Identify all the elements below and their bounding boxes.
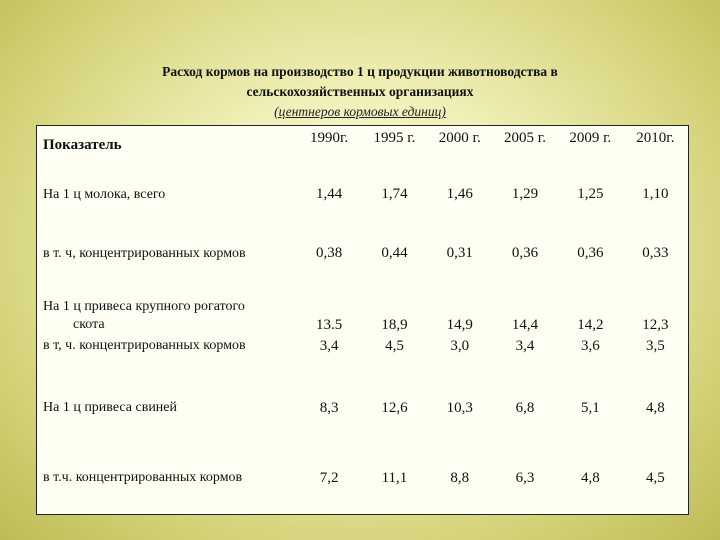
title-line-1: Расход кормов на производство 1 ц продукции животноводства в (162, 64, 558, 79)
header-year: 2009 г. (569, 130, 612, 146)
cell-value: 5,1 (580, 399, 600, 416)
cell-value: 3,6 (580, 338, 600, 354)
table-header-row (37, 126, 689, 166)
cell-value: 6,3 (515, 469, 535, 486)
header-indicator: Показатель (43, 137, 122, 154)
cell-value: 12,6 (381, 399, 408, 416)
row-label: На 1 ц молока, всего (43, 186, 166, 202)
cell-value: 14,9 (446, 317, 473, 333)
header-year: 1995 г. (373, 130, 416, 146)
table-row (37, 442, 689, 514)
table-row (37, 166, 689, 224)
row-label-line-2: скота (73, 317, 105, 332)
cell-value: 3,4 (515, 338, 535, 354)
table-row (37, 374, 689, 442)
header-year: 2005 г. (504, 130, 547, 146)
cell-value: 3,5 (646, 338, 665, 354)
cell-value: 6,8 (515, 399, 535, 416)
row-label: в т.ч. концентрированных кормов (43, 470, 243, 486)
cell-value: 1,10 (642, 186, 669, 203)
cell-value: 14,2 (577, 317, 604, 333)
cell-value: 8,8 (450, 469, 470, 486)
cell-value: 0,38 (316, 245, 343, 262)
cell-value: 3,0 (450, 338, 470, 354)
page-title (0, 62, 720, 102)
header-year: 1990г. (310, 130, 349, 146)
cell-value: 0,33 (642, 245, 669, 262)
feed-consumption-table (36, 125, 689, 515)
cell-value: 18,9 (381, 317, 408, 333)
row-label-line-1: На 1 ц привеса крупного рогатого (43, 299, 245, 314)
row-label (37, 284, 297, 336)
cell-value: 1,44 (316, 186, 343, 203)
row-label: в т. ч, концентрированных кормов (43, 245, 246, 261)
cell-value: 0,44 (381, 245, 408, 262)
table-row (37, 284, 689, 336)
cell-value: 4,8 (646, 399, 665, 416)
cell-value: 4,8 (580, 469, 600, 486)
cell-value: 4,5 (385, 338, 404, 354)
cell-value: 1,25 (577, 186, 604, 203)
cell-value: 13.5 (316, 317, 343, 333)
cell-value: 7,2 (319, 469, 339, 486)
cell-value: 14,4 (511, 317, 539, 333)
cell-value: 4,5 (646, 469, 665, 486)
cell-value: 8,3 (319, 399, 339, 416)
cell-value: 1,29 (511, 186, 539, 203)
cell-value: 1,74 (381, 186, 408, 203)
table-row (37, 224, 689, 284)
header-year: 2000 г. (438, 130, 481, 146)
cell-value: 0,31 (446, 245, 473, 262)
row-label: в т, ч. концентрированных кормов (43, 338, 246, 353)
cell-value: 12,3 (642, 317, 669, 333)
page-subtitle: (центнеров кормовых единиц) (274, 104, 446, 119)
cell-value: 0,36 (511, 245, 539, 262)
cell-value: 1,46 (446, 186, 473, 203)
cell-value: 11,1 (381, 469, 408, 486)
table-row (37, 336, 689, 374)
row-label: На 1 ц привеса свиней (43, 400, 178, 416)
cell-value: 0,36 (577, 245, 604, 262)
cell-value: 3,4 (319, 338, 339, 354)
cell-value: 10,3 (446, 399, 473, 416)
header-year: 2010г. (636, 130, 675, 146)
title-line-2: сельскохозяйственных организациях (246, 84, 474, 99)
